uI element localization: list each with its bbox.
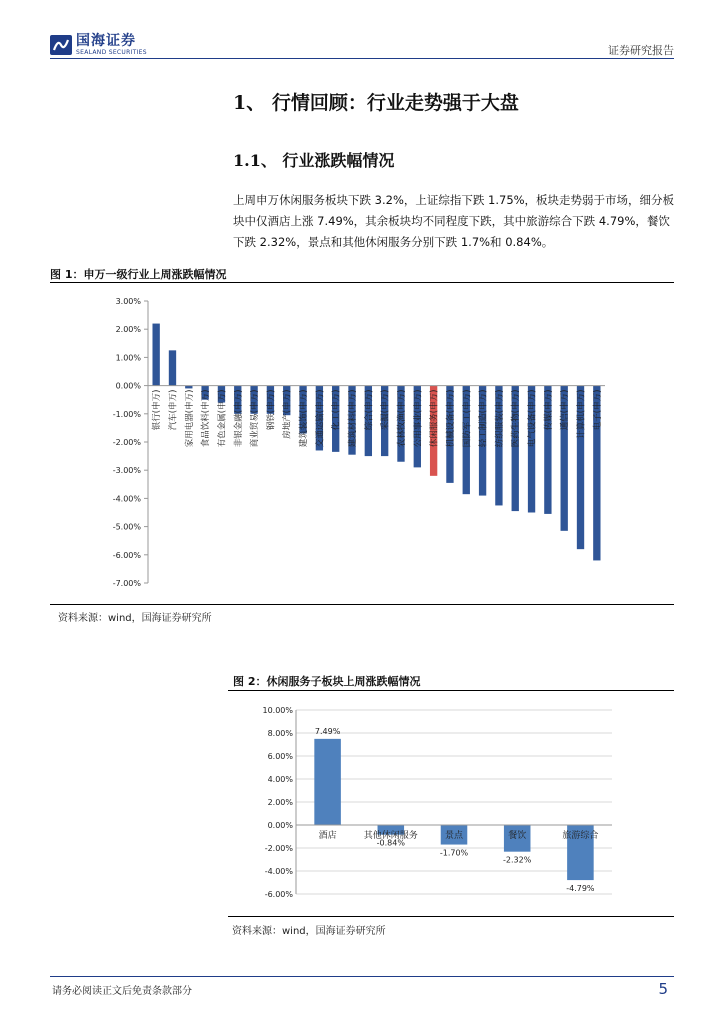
x-category-label: 非银金融(申万)	[233, 389, 244, 448]
x-category-label: 交通运输(申万)	[315, 389, 326, 448]
y-tick-label: -3.00%	[112, 466, 141, 476]
x-category-label: 纺织服装(申万)	[494, 389, 505, 448]
data-label: -0.84%	[376, 838, 405, 848]
subsector-bar-chart	[260, 702, 622, 912]
x-category-label: 建筑材料(申万)	[348, 389, 359, 448]
y-tick-label: 4.00%	[267, 775, 293, 784]
figure2-chart	[260, 702, 622, 912]
y-tick-label: -2.00%	[112, 438, 141, 447]
y-tick-label: 8.00%	[267, 729, 293, 738]
y-tick-label: -1.00%	[112, 409, 141, 419]
y-tick-label: -7.00%	[112, 579, 141, 588]
y-tick-label: 1.00%	[115, 353, 141, 363]
y-tick-label: 10.00%	[262, 706, 293, 715]
x-category-label: 机械设备(申万)	[445, 389, 456, 448]
x-category-label: 综合(申万)	[364, 389, 375, 431]
y-tick-label: -6.00%	[264, 890, 293, 899]
x-category-label: 休闲服务(申万)	[429, 389, 440, 448]
y-tick-label: 0.00%	[267, 821, 293, 830]
data-label: -4.79%	[566, 884, 595, 894]
y-tick-label: 3.00%	[115, 297, 141, 306]
header-divider	[50, 58, 674, 59]
x-category-label: 电气设备(申万)	[527, 389, 538, 448]
report-type: 证券研究报告	[608, 44, 674, 57]
y-tick-label: -2.00%	[264, 844, 293, 853]
data-label: 7.49%	[314, 726, 341, 736]
x-category-label: 有色金属(申万)	[217, 389, 228, 448]
x-category-label: 电子(申万)	[592, 389, 603, 431]
figure1-title: 图 1：申万一级行业上周涨跌幅情况	[50, 268, 227, 281]
data-label: -1.70%	[439, 848, 469, 858]
logo-en: SEALAND SECURITIES	[76, 49, 147, 56]
x-category-label: 汽车(申万)	[168, 389, 179, 431]
x-category-label: 银行(申万)	[152, 389, 163, 431]
y-tick-label: 6.00%	[267, 752, 293, 761]
x-category-label: 农林牧渔(申万)	[396, 389, 407, 448]
figure1-bottom-rule	[50, 604, 674, 605]
y-tick-label: -4.00%	[264, 867, 293, 876]
x-category-label: 酒店	[318, 831, 337, 841]
x-category-label: 家用电器(申万)	[184, 389, 195, 448]
summary-paragraph: 上周申万休闲服务板块下跌 3.2%，上证综指下跌 1.75%，板块走势弱于市场，细分板块中仅酒店上涨 7.49%，其余板块均不同程度下跌，其中旅游综合下跌 4.79%，餐饮下跌 2.32%，景点和其他休闲服务分别下跌 1.7%和 0.84%。	[233, 193, 675, 249]
x-category-label: 通信(申万)	[560, 389, 571, 431]
industry-bar-chart	[50, 285, 674, 603]
y-tick-label: 2.00%	[267, 798, 293, 807]
x-category-label: 计算机(申万)	[576, 389, 587, 439]
subsection-heading: 1.1、 行业涨跌幅情况	[233, 151, 395, 170]
figure1-source: 资料来源：wind，国海证券研究所	[58, 613, 212, 624]
logo	[50, 34, 147, 56]
page-number: 5	[658, 980, 668, 998]
x-category-label: 医药生物(申万)	[511, 389, 522, 448]
industry-bar	[152, 324, 159, 386]
footer-divider	[50, 976, 674, 977]
figure1-chart	[50, 285, 674, 603]
y-tick-label: 2.00%	[115, 325, 141, 335]
figure1-top-rule	[50, 282, 674, 283]
x-category-label: 传媒(申万)	[543, 389, 554, 431]
y-tick-label: 0.00%	[115, 381, 141, 391]
x-category-label: 餐饮	[508, 831, 527, 841]
x-category-label: 食品饮料(申万)	[201, 389, 212, 448]
section-heading: 1、 行情回顾：行业走势强于大盘	[233, 92, 519, 114]
data-label: -2.32%	[503, 855, 532, 865]
figure2-bottom-rule	[228, 916, 674, 917]
x-category-label: 钢铁(申万)	[266, 389, 277, 431]
x-category-label: 建筑装饰(申万)	[299, 389, 310, 448]
x-category-label: 房地产(申万)	[282, 389, 293, 439]
x-category-label: 商业贸易(申万)	[250, 389, 261, 448]
y-tick-label: -5.00%	[112, 522, 141, 532]
x-category-label: 景点	[444, 831, 464, 841]
x-category-label: 轻工制造(申万)	[478, 389, 489, 448]
y-tick-label: -4.00%	[112, 494, 141, 504]
x-category-label: 其他休闲服务	[363, 831, 418, 841]
x-category-label: 国防军工(申万)	[462, 389, 473, 448]
logo-cn: 国海证券	[76, 33, 136, 49]
subsector-bar	[314, 739, 341, 825]
figure2-source: 资料来源：wind，国海证券研究所	[232, 926, 386, 937]
x-category-label: 化工(申万)	[331, 389, 342, 431]
x-category-label: 公用事业(申万)	[413, 389, 424, 448]
figure2-top-rule	[228, 690, 674, 691]
footer-disclaimer: 请务必阅读正文后免责条款部分	[52, 986, 192, 997]
industry-bar	[169, 350, 176, 385]
x-category-label: 旅游综合	[562, 831, 599, 841]
y-tick-label: -6.00%	[112, 550, 141, 560]
figure2-title: 图 2：休闲服务子板块上周涨跌幅情况	[233, 675, 421, 688]
sealand-logo-icon	[50, 35, 72, 55]
x-category-label: 采掘(申万)	[380, 389, 391, 431]
